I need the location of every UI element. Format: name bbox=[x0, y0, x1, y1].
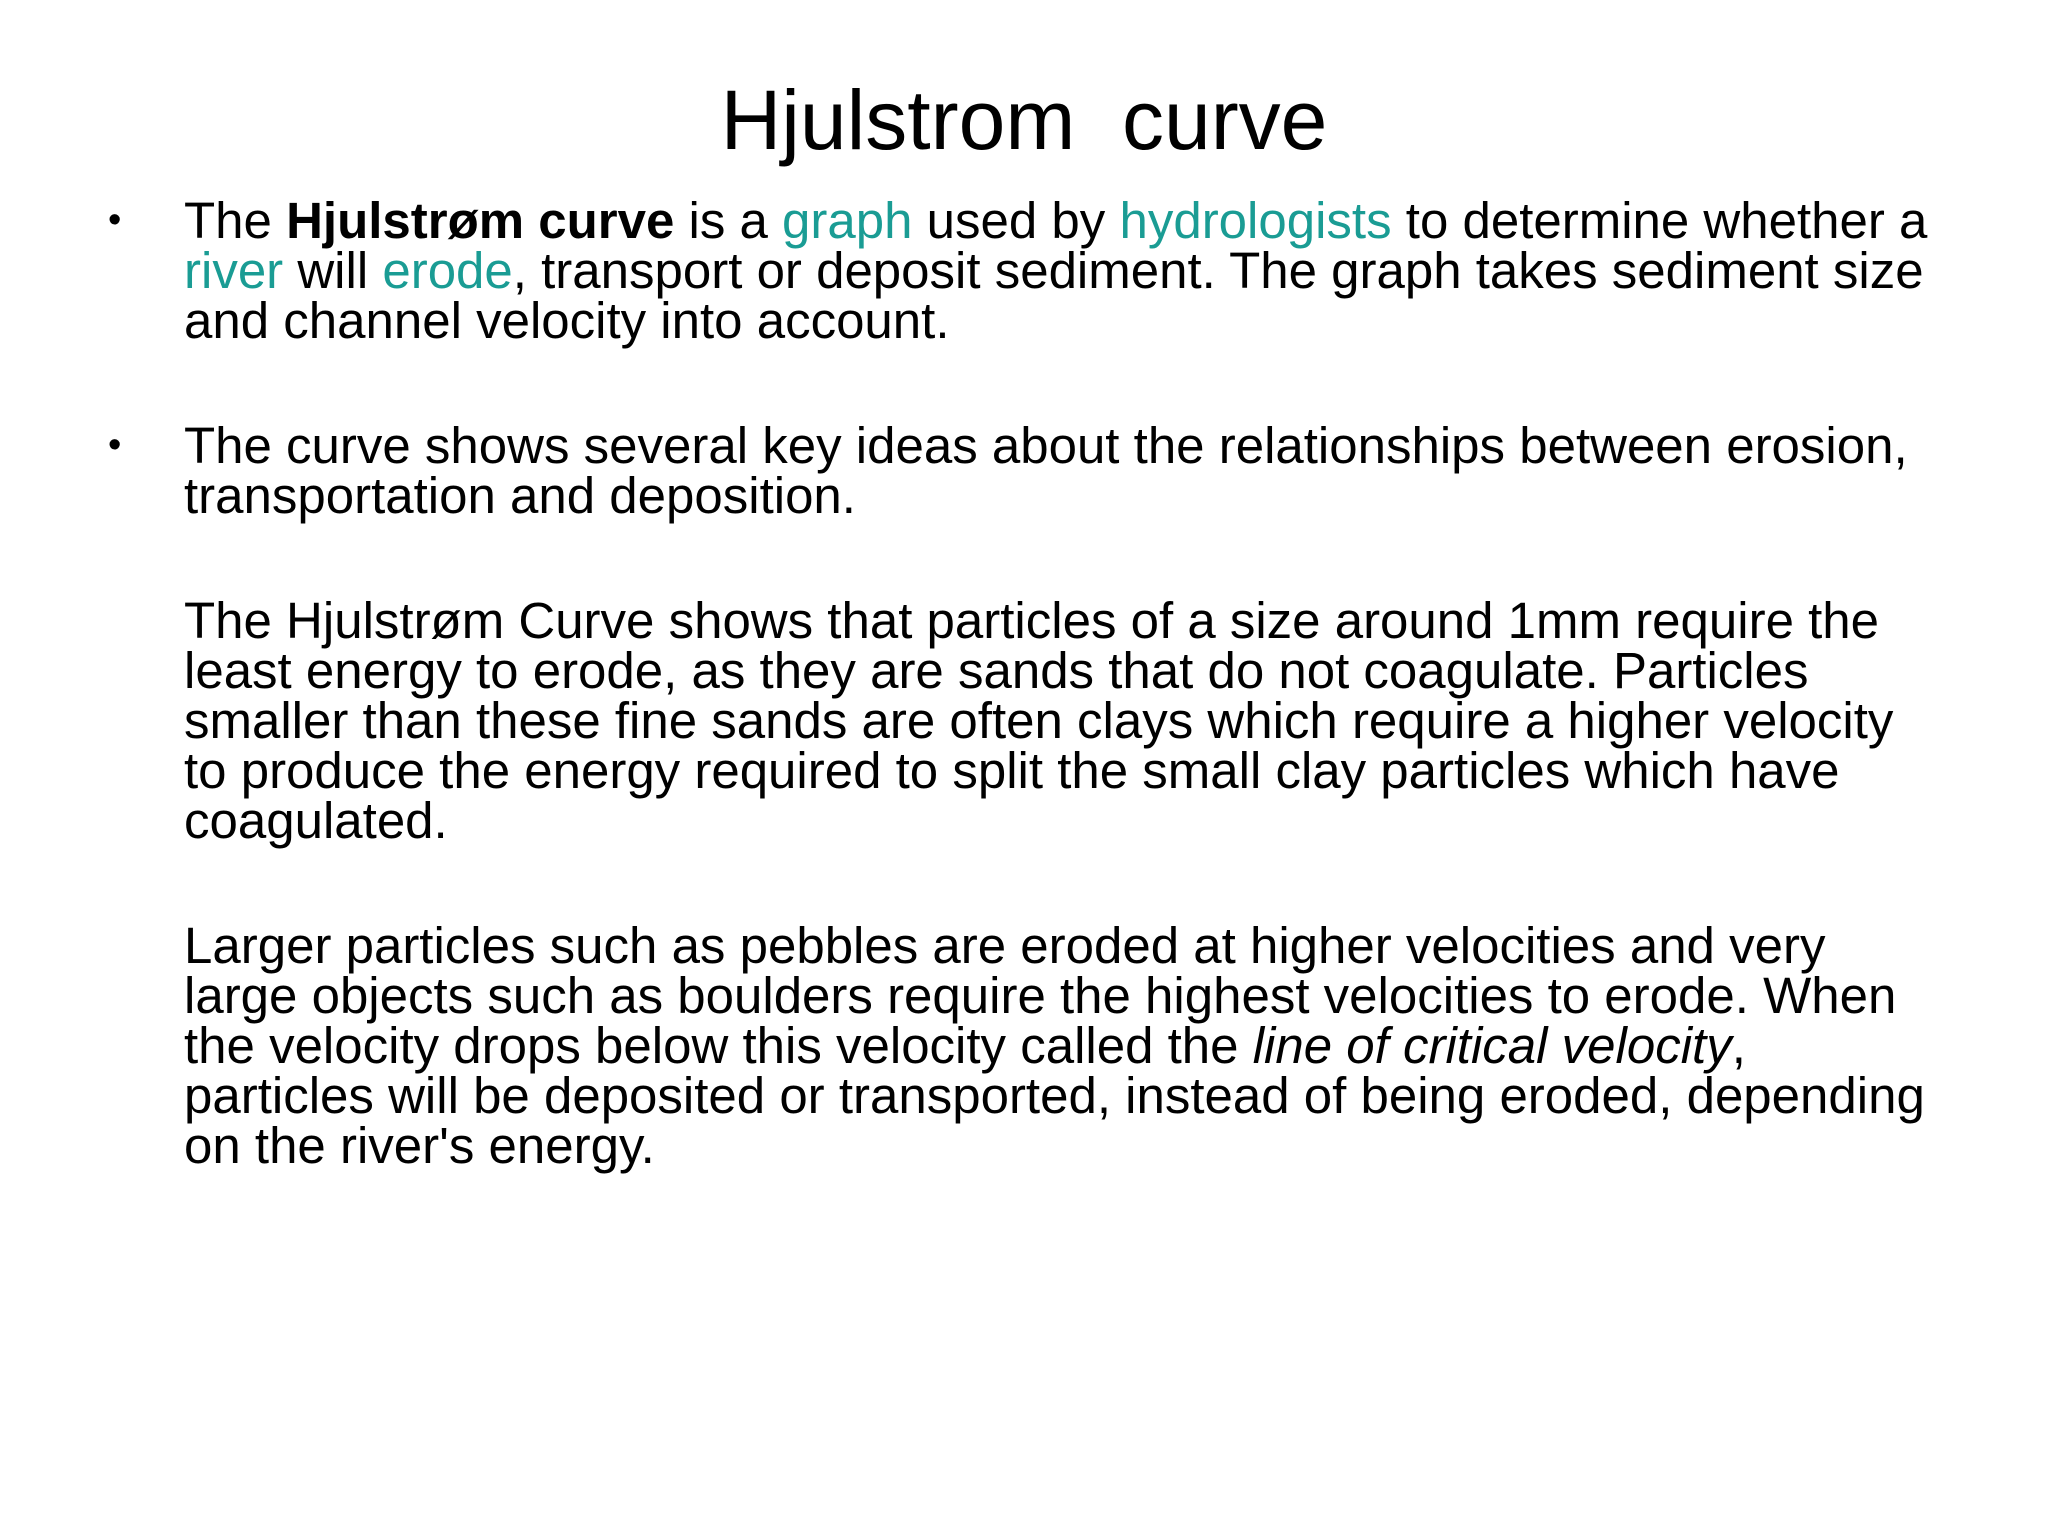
link-hydrologists[interactable]: hydrologists bbox=[1119, 192, 1392, 249]
text-run: , particles will be deposited or transported, instead of being eroded, depending on the river's energy. bbox=[184, 1017, 1925, 1174]
text-run: Larger particles such as pebbles are eroded at higher velocities and very large objects such as boulders require the highest velocities to erode. When the velocity drops below this velocity called the bbox=[184, 917, 1897, 1074]
bullet-paragraph-key-ideas: The curve shows several key ideas about the relationships between erosion, transportation and deposition. bbox=[184, 417, 1908, 524]
text-run: , transport or deposit sediment. The graph takes sediment size and channel velocity into account. bbox=[184, 242, 1924, 349]
slide-title: Hjulstrom curve bbox=[720, 73, 1328, 167]
link-erode[interactable]: erode bbox=[382, 242, 513, 299]
bullet-marker: • bbox=[108, 199, 122, 241]
text-run: is a bbox=[674, 192, 783, 249]
term-line-of-critical-velocity: line of critical velocity bbox=[1252, 1017, 1732, 1074]
bullet-marker: • bbox=[108, 424, 122, 466]
text-run: will bbox=[283, 242, 383, 299]
paragraph-particle-size: The Hjulstrøm Curve shows that particles of a size around 1mm require the least energy to erode, as they are sands that do not coagulate. Particles smaller than these fine sands are often clays which require a higher velocity to produce the energy required to split the small clay particles which have coagulated. bbox=[184, 592, 1894, 849]
text-run: used by bbox=[912, 192, 1120, 249]
bullet-paragraph-definition bbox=[184, 192, 1944, 349]
link-graph[interactable]: graph bbox=[782, 192, 913, 249]
text-run: The bbox=[184, 192, 287, 249]
paragraph-critical-velocity bbox=[184, 917, 1944, 1174]
term-hjulstrom-curve: Hjulstrøm curve bbox=[286, 192, 675, 249]
link-river[interactable]: river bbox=[184, 242, 284, 299]
text-run: to determine whether a bbox=[1391, 192, 1928, 249]
